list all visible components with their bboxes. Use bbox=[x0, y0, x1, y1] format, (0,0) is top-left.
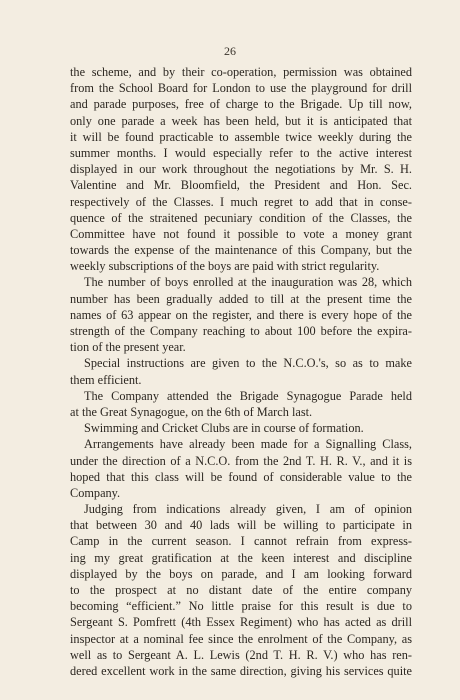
text-line: the scheme, and by their co-operation, permission was obtained bbox=[70, 65, 412, 79]
text-line: Swimming and Cricket Clubs are in course of formation. bbox=[84, 421, 364, 436]
body-text bbox=[70, 64, 412, 679]
text-line: inspector at a nominal fee since the enrolment of the Company, as bbox=[70, 631, 412, 646]
text-line: summer months. I would especially refer to the active interest bbox=[70, 145, 412, 160]
paragraph bbox=[70, 64, 412, 274]
paragraph bbox=[70, 420, 412, 436]
text-line: Judging from indications already given, I am of opinion bbox=[84, 502, 412, 517]
text-line: to the prospect at no distant date of the entire company bbox=[70, 583, 412, 597]
text-line: hoped that this class will be found of considerable value to the bbox=[70, 469, 412, 484]
text-line: strength of the Company reaching to about 100 before the expira- bbox=[70, 324, 412, 338]
text-line: displayed by the boys on parade, and I am looking forward bbox=[70, 566, 412, 581]
paragraph bbox=[70, 274, 412, 355]
text-line: ing my great gratification at the keen interest and discipline bbox=[70, 550, 412, 565]
paragraph bbox=[70, 355, 412, 387]
text-line: weekly subscriptions of the boys are paid with strict regularity. bbox=[70, 259, 380, 274]
text-line: displayed in our work throughout the negotiations by Mr. S. H. bbox=[70, 162, 412, 177]
text-line: Special instructions are given to the N.C.O.'s, so as to make bbox=[84, 356, 412, 371]
text-line: The number of boys enrolled at the inauguration was 28, which bbox=[84, 275, 412, 290]
text-line: number has been gradually added to till at the present time the bbox=[70, 291, 412, 306]
text-line: names of 63 appear on the register, and there is every hope of the bbox=[70, 307, 412, 322]
paragraph bbox=[70, 388, 412, 420]
paragraph bbox=[70, 436, 412, 501]
text-line: well as to Sergeant A. L. Lewis (2nd T. H. R. V.) who has ren- bbox=[70, 647, 412, 662]
text-line: tion of the present year. bbox=[70, 340, 186, 355]
text-line: Company. bbox=[70, 485, 121, 500]
text-line: Committee have not found it possible to vote a money grant bbox=[70, 226, 412, 241]
text-line: Sergeant S. Pomfrett (4th Essex Regiment) who has acted as drill bbox=[70, 615, 412, 630]
text-line: respectively of the Classes. I much regret to add that in conse- bbox=[70, 194, 412, 209]
page-number: 26 bbox=[224, 44, 236, 58]
text-line: towards the expense of the maintenance of this Company, but the bbox=[70, 243, 412, 258]
text-line: becoming “efficient.” No little praise for this result is due to bbox=[70, 599, 412, 614]
paragraph bbox=[70, 501, 412, 679]
text-line: from the School Board for London to use the playground for drill bbox=[70, 81, 412, 96]
text-line: that between 30 and 40 lads will be willing to participate in bbox=[70, 518, 412, 533]
text-line: The Company attended the Brigade Synagogue Parade held bbox=[84, 388, 412, 403]
text-line: Arrangements have already been made for a Signalling Class, bbox=[84, 437, 412, 452]
text-line: them efficient. bbox=[70, 372, 142, 387]
text-line: only one parade a week has been held, but it is anticipated that bbox=[70, 113, 412, 128]
text-line: Valentine and Mr. Bloomfield, the President and Hon. Sec. bbox=[70, 178, 412, 193]
text-line: at the Great Synagogue, on the 6th of March last. bbox=[70, 404, 313, 419]
text-line: under the direction of a N.C.O. from the 2nd T. H. R. V., and it is bbox=[70, 453, 412, 468]
text-line: Camp in the current season. I cannot refrain from express- bbox=[70, 534, 412, 549]
text-line: dered excellent work in the same direction, giving his services quite bbox=[70, 663, 412, 678]
text-line: quence of the straitened pecuniary condition of the Classes, the bbox=[70, 210, 412, 225]
text-line: and parade purposes, free of charge to the Brigade. Up till now, bbox=[70, 97, 412, 112]
text-line: it will be found practicable to assemble twice weekly during the bbox=[70, 129, 412, 144]
